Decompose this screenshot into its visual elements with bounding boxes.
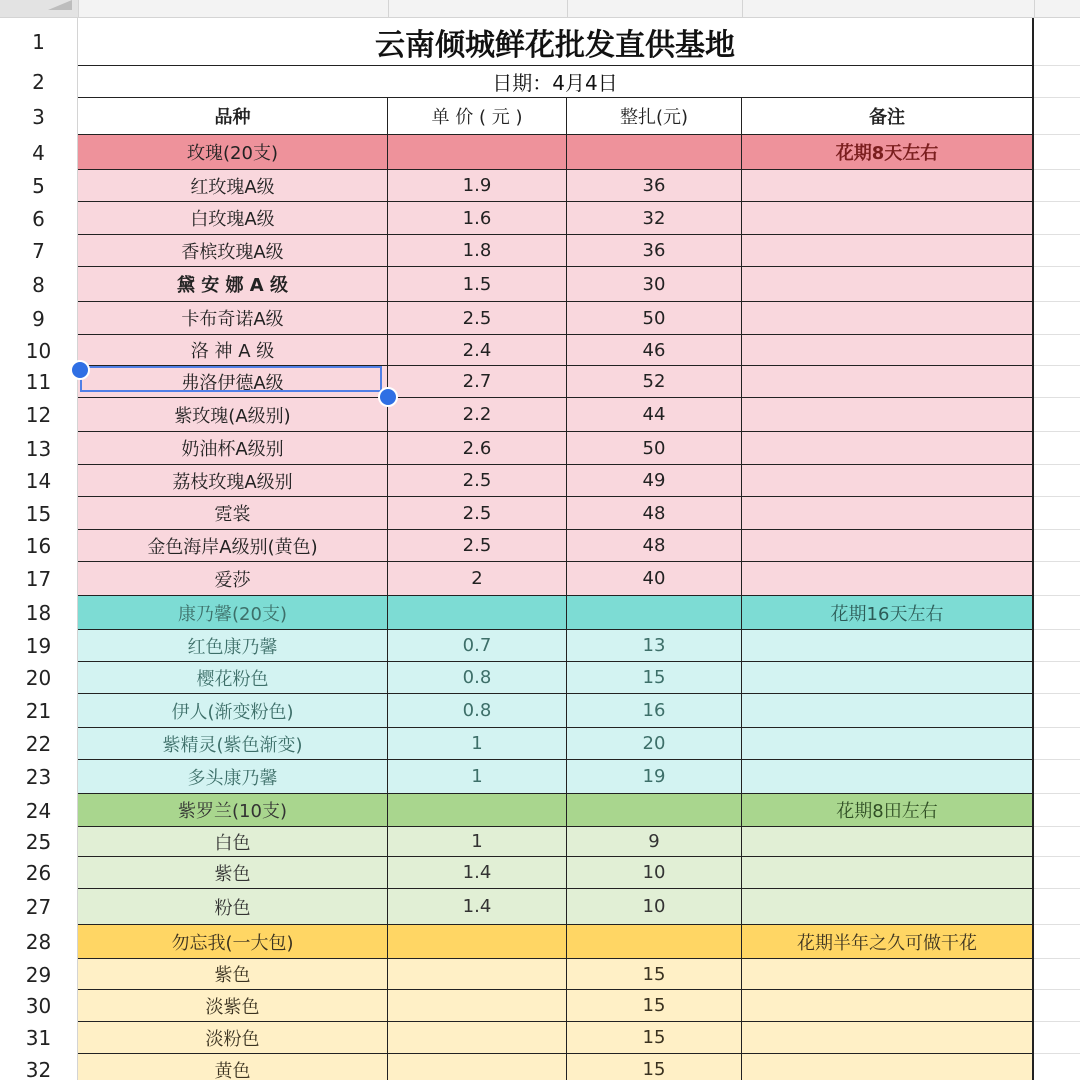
unit-price-cell[interactable]: 0.8 <box>388 694 567 728</box>
empty-cell[interactable] <box>1034 202 1080 235</box>
empty-cell[interactable] <box>1034 827 1080 857</box>
row-number[interactable]: 15 <box>0 497 78 530</box>
unit-price-cell[interactable]: 2.2 <box>388 398 567 432</box>
empty-cell[interactable] <box>1034 562 1080 596</box>
note-cell[interactable] <box>742 990 1034 1022</box>
bundle-price-cell[interactable]: 19 <box>567 760 742 794</box>
unit-price-cell[interactable] <box>388 1054 567 1080</box>
row-number[interactable]: 8 <box>0 267 78 302</box>
empty-cell[interactable] <box>1034 760 1080 794</box>
category-note-cell[interactable]: 花期16天左右 <box>742 596 1034 630</box>
variety-cell[interactable]: 多头康乃馨 <box>78 760 388 794</box>
variety-cell[interactable]: 黛 安 娜 A 级 <box>78 267 388 302</box>
note-cell[interactable] <box>742 630 1034 662</box>
variety-cell[interactable]: 荔枝玫瑰A级别 <box>78 465 388 497</box>
unit-price-cell[interactable]: 2.7 <box>388 366 567 398</box>
category-note-cell[interactable]: 花期8天左右 <box>742 135 1034 170</box>
note-cell[interactable] <box>742 335 1034 366</box>
header-bundle-price[interactable]: 整扎(元) <box>567 98 742 135</box>
category-note-cell[interactable]: 花期8田左右 <box>742 794 1034 827</box>
bundle-price-cell[interactable]: 15 <box>567 1022 742 1054</box>
unit-price-cell[interactable] <box>388 1022 567 1054</box>
row-number[interactable]: 9 <box>0 302 78 335</box>
category-name-cell[interactable]: 康乃馨(20支) <box>78 596 388 630</box>
unit-price-cell[interactable] <box>388 959 567 990</box>
note-cell[interactable] <box>742 662 1034 694</box>
empty-cell[interactable] <box>1034 1022 1080 1054</box>
empty-cell[interactable] <box>1034 267 1080 302</box>
variety-cell[interactable]: 弗洛伊德A级 <box>78 366 388 398</box>
row-number[interactable]: 12 <box>0 398 78 432</box>
row-number[interactable]: 19 <box>0 630 78 662</box>
empty-cell[interactable] <box>1034 959 1080 990</box>
variety-cell[interactable]: 紫色 <box>78 959 388 990</box>
table-row <box>0 694 1080 728</box>
unit-price-cell[interactable]: 2.5 <box>388 465 567 497</box>
bundle-price-cell[interactable]: 10 <box>567 857 742 889</box>
bundle-price-cell[interactable]: 30 <box>567 267 742 302</box>
table-row <box>0 202 1080 235</box>
row-number[interactable]: 22 <box>0 728 78 760</box>
note-cell[interactable] <box>742 366 1034 398</box>
bundle-price-cell[interactable]: 15 <box>567 662 742 694</box>
bundle-price-cell[interactable]: 32 <box>567 202 742 235</box>
empty-cell[interactable] <box>1034 990 1080 1022</box>
bundle-price-cell[interactable] <box>567 794 742 827</box>
variety-cell[interactable]: 伊人(渐变粉色) <box>78 694 388 728</box>
category-note-cell[interactable]: 花期半年之久可做干花 <box>742 925 1034 959</box>
unit-price-cell[interactable]: 2.6 <box>388 432 567 465</box>
selection-handle-start[interactable] <box>70 360 90 380</box>
bundle-price-cell[interactable]: 50 <box>567 432 742 465</box>
variety-cell[interactable]: 奶油杯A级别 <box>78 432 388 465</box>
bundle-price-cell[interactable]: 15 <box>567 959 742 990</box>
row-number[interactable]: 11 <box>0 366 78 398</box>
column-separator[interactable] <box>742 0 743 17</box>
table-row <box>0 562 1080 596</box>
variety-cell[interactable]: 爱莎 <box>78 562 388 596</box>
row-number[interactable]: 3 <box>0 98 78 135</box>
unit-price-cell[interactable]: 0.7 <box>388 630 567 662</box>
column-separator[interactable] <box>1034 0 1035 17</box>
table-row <box>0 432 1080 465</box>
table-row <box>0 760 1080 794</box>
table-row <box>0 630 1080 662</box>
variety-cell[interactable]: 紫玫瑰(A级别) <box>78 398 388 432</box>
empty-cell[interactable] <box>1034 596 1080 630</box>
header-notes[interactable]: 备注 <box>742 98 1034 135</box>
note-cell[interactable] <box>742 398 1034 432</box>
bundle-price-cell[interactable]: 15 <box>567 1054 742 1080</box>
unit-price-cell[interactable] <box>388 794 567 827</box>
note-cell[interactable] <box>742 889 1034 925</box>
row-number[interactable]: 17 <box>0 562 78 596</box>
variety-cell[interactable]: 黄色 <box>78 1054 388 1080</box>
empty-cell[interactable] <box>1034 630 1080 662</box>
unit-price-cell[interactable]: 2 <box>388 562 567 596</box>
note-cell[interactable] <box>742 694 1034 728</box>
bundle-price-cell[interactable]: 36 <box>567 235 742 267</box>
unit-price-cell[interactable]: 1.4 <box>388 857 567 889</box>
bundle-price-cell[interactable]: 48 <box>567 530 742 562</box>
unit-price-cell[interactable]: 2.5 <box>388 302 567 335</box>
note-cell[interactable] <box>742 432 1034 465</box>
note-cell[interactable] <box>742 857 1034 889</box>
variety-cell[interactable]: 白玫瑰A级 <box>78 202 388 235</box>
note-cell[interactable] <box>742 1054 1034 1080</box>
unit-price-cell[interactable]: 2.5 <box>388 497 567 530</box>
table-row <box>0 335 1080 366</box>
title-row <box>0 18 1080 66</box>
note-cell[interactable] <box>742 302 1034 335</box>
empty-cell[interactable] <box>1034 662 1080 694</box>
category-row <box>0 925 1080 959</box>
select-all-triangle-icon <box>48 0 72 10</box>
empty-cell[interactable] <box>1034 170 1080 202</box>
note-cell[interactable] <box>742 235 1034 267</box>
variety-cell[interactable]: 霓裳 <box>78 497 388 530</box>
bundle-price-cell[interactable] <box>567 925 742 959</box>
variety-cell[interactable]: 香槟玫瑰A级 <box>78 235 388 267</box>
row-number[interactable]: 14 <box>0 465 78 497</box>
row-number[interactable]: 18 <box>0 596 78 630</box>
note-cell[interactable] <box>742 959 1034 990</box>
unit-price-cell[interactable]: 1 <box>388 760 567 794</box>
table-row <box>0 497 1080 530</box>
unit-price-cell[interactable]: 1.5 <box>388 267 567 302</box>
unit-price-cell[interactable]: 2.5 <box>388 530 567 562</box>
row-number[interactable]: 27 <box>0 889 78 925</box>
variety-cell[interactable]: 白色 <box>78 827 388 857</box>
row-number[interactable]: 29 <box>0 959 78 990</box>
table-row <box>0 267 1080 302</box>
bundle-price-cell[interactable]: 20 <box>567 728 742 760</box>
table-row <box>0 990 1080 1022</box>
unit-price-cell[interactable]: 2.4 <box>388 335 567 366</box>
note-cell[interactable] <box>742 267 1034 302</box>
category-row <box>0 135 1080 170</box>
row-number[interactable]: 6 <box>0 202 78 235</box>
variety-cell[interactable]: 淡紫色 <box>78 990 388 1022</box>
note-cell[interactable] <box>742 530 1034 562</box>
category-name-cell[interactable]: 玫瑰(20支) <box>78 135 388 170</box>
bundle-price-cell[interactable]: 46 <box>567 335 742 366</box>
unit-price-cell[interactable]: 1.4 <box>388 889 567 925</box>
note-cell[interactable] <box>742 497 1034 530</box>
table-row <box>0 662 1080 694</box>
bundle-price-cell[interactable]: 10 <box>567 889 742 925</box>
row-number[interactable]: 5 <box>0 170 78 202</box>
bundle-price-cell[interactable]: 49 <box>567 465 742 497</box>
unit-price-cell[interactable]: 1 <box>388 728 567 760</box>
row-number[interactable]: 20 <box>0 662 78 694</box>
unit-price-cell[interactable] <box>388 135 567 170</box>
variety-cell[interactable]: 紫精灵(紫色渐变) <box>78 728 388 760</box>
unit-price-cell[interactable] <box>388 990 567 1022</box>
note-cell[interactable] <box>742 728 1034 760</box>
variety-cell[interactable]: 金色海岸A级别(黄色) <box>78 530 388 562</box>
table-row <box>0 959 1080 990</box>
bundle-price-cell[interactable]: 13 <box>567 630 742 662</box>
row-number[interactable]: 2 <box>0 66 78 98</box>
variety-cell[interactable]: 红色康乃馨 <box>78 630 388 662</box>
unit-price-cell[interactable]: 1.8 <box>388 235 567 267</box>
column-header-bar[interactable] <box>0 0 1080 18</box>
bundle-price-cell[interactable]: 36 <box>567 170 742 202</box>
empty-cell[interactable] <box>1034 465 1080 497</box>
table-row <box>0 465 1080 497</box>
date-row <box>0 66 1080 98</box>
sheet-title[interactable]: 云南倾城鲜花批发直供基地 <box>78 18 1034 66</box>
bundle-price-cell[interactable]: 15 <box>567 990 742 1022</box>
date-cell[interactable]: 日期：4月4日 <box>78 66 1034 98</box>
note-cell[interactable] <box>742 170 1034 202</box>
empty-cell[interactable] <box>1034 497 1080 530</box>
bundle-price-cell[interactable]: 16 <box>567 694 742 728</box>
empty-cell[interactable] <box>1034 398 1080 432</box>
table-row <box>0 530 1080 562</box>
bundle-price-cell[interactable]: 9 <box>567 827 742 857</box>
note-cell[interactable] <box>742 562 1034 596</box>
empty-cell[interactable] <box>1034 335 1080 366</box>
row-number[interactable]: 31 <box>0 1022 78 1054</box>
unit-price-cell[interactable] <box>388 925 567 959</box>
category-row <box>0 596 1080 630</box>
empty-cell[interactable] <box>1034 694 1080 728</box>
empty-cell[interactable] <box>1034 18 1080 66</box>
bundle-price-cell[interactable]: 48 <box>567 497 742 530</box>
empty-cell[interactable] <box>1034 530 1080 562</box>
bundle-price-cell[interactable]: 52 <box>567 366 742 398</box>
bundle-price-cell[interactable]: 40 <box>567 562 742 596</box>
row-number[interactable]: 10 <box>0 335 78 366</box>
row-number[interactable]: 24 <box>0 794 78 827</box>
header-unit-price[interactable]: 单 价 ( 元 ) <box>388 98 567 135</box>
variety-cell[interactable]: 淡粉色 <box>78 1022 388 1054</box>
empty-cell[interactable] <box>1034 1054 1080 1080</box>
row-number[interactable]: 30 <box>0 990 78 1022</box>
row-number[interactable]: 7 <box>0 235 78 267</box>
row-number[interactable]: 28 <box>0 925 78 959</box>
table-row <box>0 235 1080 267</box>
bundle-price-cell[interactable]: 44 <box>567 398 742 432</box>
table-row <box>0 366 1080 398</box>
variety-cell[interactable]: 卡布奇诺A级 <box>78 302 388 335</box>
table-row <box>0 170 1080 202</box>
row-number[interactable]: 16 <box>0 530 78 562</box>
row-number[interactable]: 26 <box>0 857 78 889</box>
header-row <box>0 98 1080 135</box>
row-number[interactable]: 1 <box>0 18 78 66</box>
table-row <box>0 302 1080 335</box>
note-cell[interactable] <box>742 465 1034 497</box>
empty-cell[interactable] <box>1034 66 1080 98</box>
table-row <box>0 1054 1080 1080</box>
note-cell[interactable] <box>742 827 1034 857</box>
empty-cell[interactable] <box>1034 432 1080 465</box>
empty-cell[interactable] <box>1034 794 1080 827</box>
note-cell[interactable] <box>742 1022 1034 1054</box>
row-number[interactable]: 23 <box>0 760 78 794</box>
variety-cell[interactable]: 粉色 <box>78 889 388 925</box>
unit-price-cell[interactable] <box>388 596 567 630</box>
row-number[interactable]: 21 <box>0 694 78 728</box>
empty-cell[interactable] <box>1034 857 1080 889</box>
header-variety[interactable]: 品种 <box>78 98 388 135</box>
bundle-price-cell[interactable]: 50 <box>567 302 742 335</box>
variety-cell[interactable]: 紫色 <box>78 857 388 889</box>
table-row <box>0 827 1080 857</box>
row-number[interactable]: 4 <box>0 135 78 170</box>
table-row <box>0 1022 1080 1054</box>
unit-price-cell[interactable]: 1 <box>388 827 567 857</box>
row-number[interactable]: 32 <box>0 1054 78 1080</box>
variety-cell[interactable]: 樱花粉色 <box>78 662 388 694</box>
category-row <box>0 794 1080 827</box>
empty-cell[interactable] <box>1034 302 1080 335</box>
empty-cell[interactable] <box>1034 366 1080 398</box>
bundle-price-cell[interactable] <box>567 596 742 630</box>
variety-cell[interactable]: 洛 神 A 级 <box>78 335 388 366</box>
unit-price-cell[interactable]: 1.6 <box>388 202 567 235</box>
row-number[interactable]: 25 <box>0 827 78 857</box>
row-number[interactable]: 13 <box>0 432 78 465</box>
note-cell[interactable] <box>742 202 1034 235</box>
empty-cell[interactable] <box>1034 135 1080 170</box>
selection-handle-end[interactable] <box>378 387 398 407</box>
empty-cell[interactable] <box>1034 728 1080 760</box>
table-row <box>0 857 1080 889</box>
unit-price-cell[interactable]: 0.8 <box>388 662 567 694</box>
category-name-cell[interactable]: 勿忘我(一大包) <box>78 925 388 959</box>
table-row <box>0 398 1080 432</box>
column-separator[interactable] <box>567 0 568 17</box>
note-cell[interactable] <box>742 760 1034 794</box>
variety-cell[interactable]: 红玫瑰A级 <box>78 170 388 202</box>
bundle-price-cell[interactable] <box>567 135 742 170</box>
table-row <box>0 889 1080 925</box>
empty-cell[interactable] <box>1034 235 1080 267</box>
column-separator[interactable] <box>388 0 389 17</box>
empty-cell[interactable] <box>1034 889 1080 925</box>
select-all-corner[interactable] <box>0 0 79 17</box>
unit-price-cell[interactable]: 1.9 <box>388 170 567 202</box>
category-name-cell[interactable]: 紫罗兰(10支) <box>78 794 388 827</box>
table-row <box>0 728 1080 760</box>
empty-cell[interactable] <box>1034 925 1080 959</box>
empty-cell[interactable] <box>1034 98 1080 135</box>
